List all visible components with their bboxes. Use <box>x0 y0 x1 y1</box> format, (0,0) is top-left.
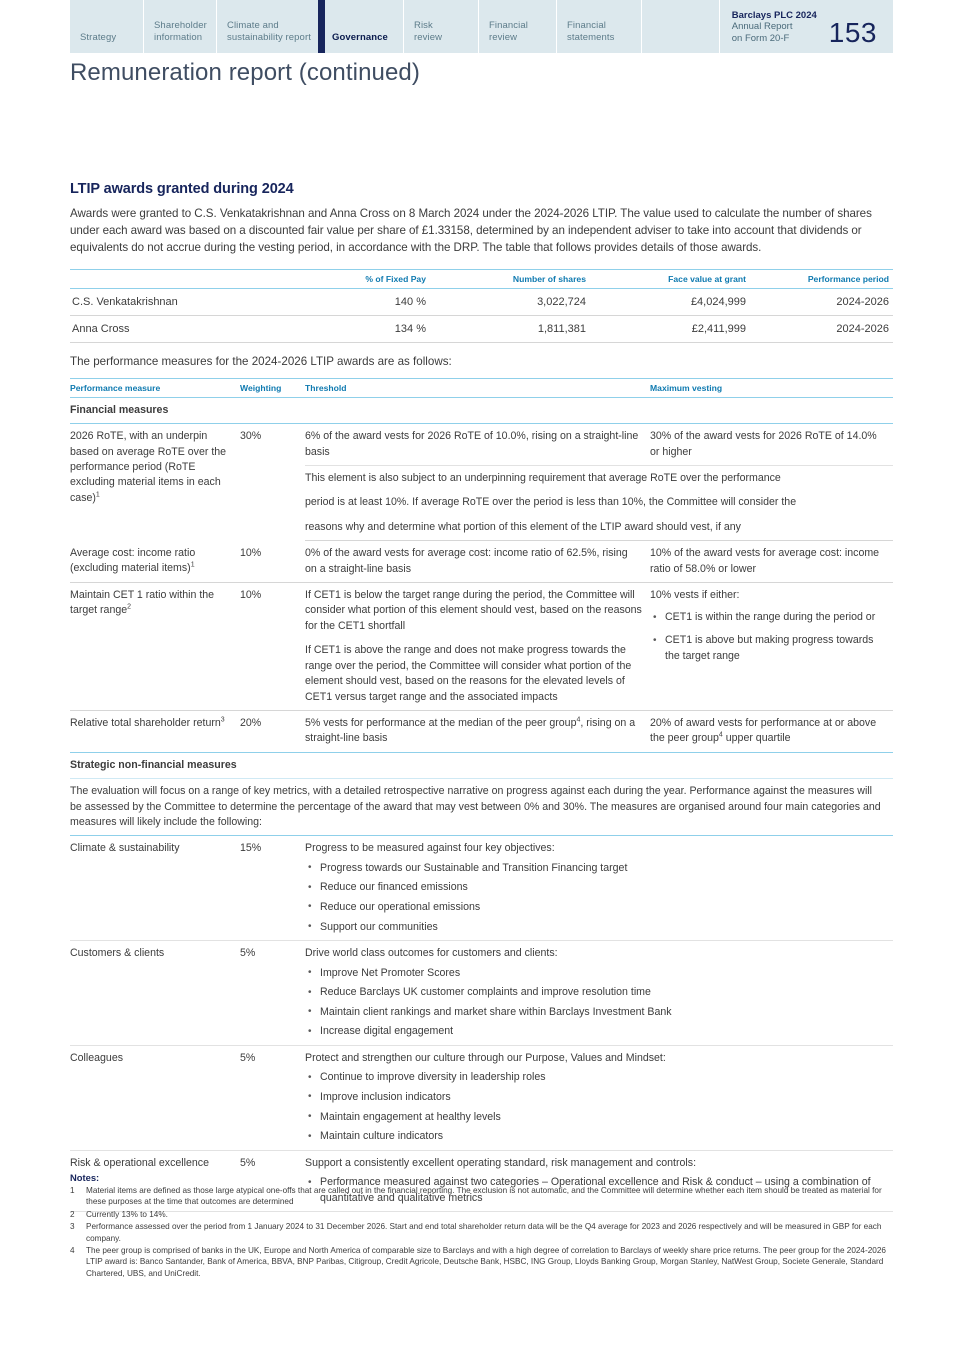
table-row <box>70 836 893 941</box>
group-header-label: Strategic non-financial measures <box>70 752 893 778</box>
section-intro-paragraph: Awards were granted to C.S. Venkatakrishnan and Anna Cross on 8 March 2024 under the 2024-2026 LTIP. The value used to calculate the number of shares under each award was based on a discounted fair value per share of £1.33158, determined by an independent adviser to take into account that dividends or equivalents do not accrue during the vesting period, in accordance with the DRP. The table that follows provides details of those awards. <box>70 207 872 255</box>
measures-table-body <box>70 397 893 1211</box>
cell-objectives <box>305 941 893 1046</box>
note-number: 2 <box>70 1209 75 1219</box>
page-header-nav <box>70 0 893 53</box>
report-identifier <box>719 0 821 53</box>
measure-text: Maintain CET 1 ratio within the target range <box>70 589 215 617</box>
cell-measure <box>70 541 240 583</box>
maximum-lead: 10% vests if either: <box>650 589 740 602</box>
cell-threshold <box>305 583 650 711</box>
awards-table-body <box>70 288 893 342</box>
cell-measure: Risk & operational excellence <box>70 1150 240 1212</box>
page-title: Remuneration report (continued) <box>70 59 420 86</box>
objectives-lead: Drive world class outcomes for customers and clients: <box>305 947 558 960</box>
report-subtitle-2: on Form 20-F <box>731 32 790 44</box>
cell-performance-period: 2024-2026 <box>750 315 893 342</box>
cell-number-of-shares: 3,022,724 <box>430 288 590 315</box>
table-row <box>70 710 893 752</box>
column-header-performance-period: Performance period <box>750 269 893 288</box>
objectives-list <box>305 966 885 1040</box>
report-subtitle-1: Annual Report <box>731 21 793 32</box>
measure-text: 2026 RoTE, with an underpin based on average RoTE over the performance period (RoTE excluding material items in each case) <box>70 430 227 504</box>
table-row <box>70 288 893 315</box>
list-item: • Reduce our financed emissions <box>305 880 885 896</box>
nav-tab-strategy[interactable] <box>70 0 143 53</box>
nav-spacer <box>641 0 719 53</box>
list-item: • Reduce our operational emissions <box>305 900 885 916</box>
cell-threshold-underpin <box>305 466 893 541</box>
column-header-name <box>70 269 270 288</box>
column-header-performance-measure: Performance measure <box>70 378 240 397</box>
cell-measure: Colleagues <box>70 1045 240 1150</box>
list-item: • CET1 is above but making progress towards the target range <box>650 633 885 664</box>
cell-maximum-vesting: 30% of the award vests for 2026 RoTE of 14.0% or higher <box>650 424 893 466</box>
note-item <box>70 1185 893 1208</box>
objectives-lead: Protect and strengthen our culture through our Purpose, Values and Mindset: <box>305 1051 666 1064</box>
cell-weighting: 30% <box>240 430 262 443</box>
cell-measure <box>70 583 240 711</box>
note-number: 1 <box>70 1186 75 1195</box>
note-item <box>70 1209 893 1220</box>
cell-maximum-vesting: 20% of award vests for performance at or above the peer group$^4$ upper quartile <box>650 710 893 752</box>
nav-tab-label: Risk review <box>414 20 443 43</box>
report-title: Barclays PLC 2024 <box>731 9 817 21</box>
performance-measures-table <box>70 378 893 1212</box>
list-item: • Support our communities <box>305 920 885 936</box>
table-row <box>70 424 893 466</box>
underpin-line: This element is also subject to an underpinning requirement that average RoTE over the performance <box>305 472 781 485</box>
nav-tab-label: Financial statements <box>567 20 615 43</box>
group-header-financial-measures <box>70 397 893 423</box>
note-text: Currently 13% to 14%. <box>86 1209 168 1219</box>
table-row <box>70 1045 893 1150</box>
cell-threshold: 6% of the award vests for 2026 RoTE of 10.0%, rising on a straight-line basis <box>305 424 650 466</box>
cell-number-of-shares: 1,811,381 <box>430 315 590 342</box>
objectives-lead: Support a consistently excellent operating standard, risk management and controls: <box>305 1156 697 1169</box>
underpin-line: period is at least 10%. If average RoTE over the period is less than 10%, the Committee will consider the <box>305 496 797 509</box>
notes-heading: Notes: <box>70 1172 100 1183</box>
objectives-list <box>305 861 885 935</box>
list-item: • Continue to improve diversity in leadership roles <box>305 1070 885 1086</box>
list-item: • Reduce Barclays UK customer complaints and improve resolution time <box>305 985 885 1001</box>
group-header-strategic-non-financial-measures <box>70 752 893 778</box>
strategic-intro-text: The evaluation will focus on a range of key metrics, with a detailed retrospective narrative on progress against each during the year. Performance against the measures will be assessed by the Committee to determine the percentage of the award that may vest between 0% and 30%. The measures are organised around four main categories and measures will likely include the following: <box>70 779 893 836</box>
nav-tab-financial-review[interactable] <box>478 0 556 53</box>
nav-tab-risk-review[interactable] <box>403 0 478 53</box>
group-header-label: Financial measures <box>70 397 893 423</box>
cell-pct-fixed-pay: 140 % <box>270 288 430 315</box>
cell-name: Anna Cross <box>70 315 270 342</box>
column-header-threshold: Threshold <box>305 378 650 397</box>
footnote-marker: 3 <box>220 716 225 724</box>
nav-tab-label: Financial review <box>489 20 528 43</box>
column-header-number-of-shares: Number of shares <box>430 269 590 288</box>
list-item: • Increase digital engagement <box>305 1024 885 1040</box>
table-header-row <box>70 269 893 288</box>
strategic-intro-row <box>70 779 893 836</box>
underpin-line: reasons why and determine what portion of this element of the LTIP award should vest, if any <box>305 520 741 533</box>
list-item: • Maintain client rankings and market share within Barclays Investment Bank <box>305 1005 885 1021</box>
measure-text: Average cost: income ratio (excluding material items) <box>70 546 196 575</box>
cell-performance-period: 2024-2026 <box>750 288 893 315</box>
list-item: • CET1 is within the range during the period or <box>650 610 885 626</box>
cell-objectives <box>305 1045 893 1150</box>
notes-section <box>70 1172 893 1280</box>
nav-tab-label: Strategy <box>80 31 117 43</box>
column-header-face-value: Face value at grant <box>590 269 750 288</box>
nav-tab-governance[interactable] <box>318 0 403 53</box>
cell-weighting: 5% <box>240 941 305 1046</box>
note-text: Performance assessed over the period from 1 January 2024 to 31 December 2026. Start and end total shareholder return data will be the Q4 average for 2023 and 2026 respectively and will be measured in GBP for each company. <box>86 1222 882 1243</box>
cell-measure <box>70 424 240 541</box>
table-header-row <box>70 378 893 397</box>
footnote-marker: 1 <box>190 561 195 569</box>
cell-weighting: 5% <box>240 1045 305 1150</box>
note-item <box>70 1221 893 1244</box>
table-row <box>70 541 893 583</box>
nav-tab-label: Governance <box>332 31 388 43</box>
table-row <box>70 583 893 711</box>
note-number: 3 <box>70 1222 75 1232</box>
list-item: • Maintain culture indicators <box>305 1129 885 1145</box>
threshold-paragraph: If CET1 is above the range and does not make progress towards the range over the period, the Committee will consider what portion of the element should vest, based on the reasons for the elevated levels of CET1 versus target range and the associated impacts <box>305 644 632 703</box>
cell-measure: Customers & clients <box>70 941 240 1046</box>
cell-face-value: £4,024,999 <box>590 288 750 315</box>
cell-weighting: 10% <box>240 541 305 583</box>
footnote-marker: 1 <box>95 491 100 499</box>
column-header-maximum-vesting: Maximum vesting <box>650 378 893 397</box>
note-text: The peer group is comprised of banks in the UK, Europe and North America of comparable size to Barclays and with a high degree of correlation to Barclays of weekly share price returns. The peer group for the 2024-2026 LTIP award is: Banco Santander, Bank of America, BBVA, BNP Paribas, Citigroup, Credit Agricole, Deutsche Bank, HSBC, ING Group, Lloyds Banking Group, Morgan Stanley, NatWest Group, Societe Generale, Standard Chartered, UBS, and UniCredit. <box>86 1246 886 1278</box>
list-item: • Improve inclusion indicators <box>305 1090 885 1106</box>
note-number: 4 <box>70 1246 75 1256</box>
footnote-marker: 2 <box>127 603 132 611</box>
table-row <box>70 941 893 1046</box>
column-header-weighting: Weighting <box>240 378 305 397</box>
cell-threshold: 0% of the award vests for average cost: income ratio of 62.5%, rising on a straight-line basis <box>305 541 650 583</box>
list-item: • Improve Net Promoter Scores <box>305 966 885 982</box>
nav-tab-climate-and-sustainability-report[interactable] <box>216 0 318 53</box>
threshold-paragraph: If CET1 is below the target range during the period, the Committee will consider what portion of this element should vest, based on the reasons for the CET1 shortfall <box>305 589 642 632</box>
nav-tab-label: Climate and sustainability report <box>227 20 311 43</box>
cell-pct-fixed-pay: 134 % <box>270 315 430 342</box>
cell-measure: Climate & sustainability <box>70 836 240 941</box>
ltip-awards-table <box>70 269 893 343</box>
cell-face-value: £2,411,999 <box>590 315 750 342</box>
cell-weighting: 15% <box>240 836 305 941</box>
cell-objectives <box>305 836 893 941</box>
cell-threshold: 5% vests for performance at the median of the peer group$^4$, rising on a straight-line basis <box>305 710 650 752</box>
cell-name: C.S. Venkatakrishnan <box>70 288 270 315</box>
page-number: 153 <box>828 17 877 48</box>
column-header-pct-fixed-pay: % of Fixed Pay <box>270 269 430 288</box>
main-content <box>70 180 893 1212</box>
list-item: • Maintain engagement at healthy levels <box>305 1110 885 1126</box>
nav-tab-label: Shareholder information <box>154 20 207 43</box>
note-text: Material items are defined as those large atypical one-offs that are called out in the financial reporting. The exclusion is not automatic, and the Committee will determine whether each item should be treated as material for these purposes at the time that outcomes are determined <box>86 1186 882 1207</box>
measures-lead-paragraph: The performance measures for the 2024-2026 LTIP awards are as follows: <box>70 354 452 368</box>
cell-weighting: 10% <box>240 583 305 711</box>
nav-tab-shareholder-information[interactable] <box>143 0 216 53</box>
cell-maximum-vesting: 10% of the award vests for average cost: income ratio of 58.0% or lower <box>650 541 893 583</box>
cell-weighting: 5% <box>240 1150 305 1212</box>
measure-text: Relative total shareholder return <box>70 716 221 729</box>
objectives-list <box>305 1070 885 1144</box>
cell-maximum-vesting <box>650 583 893 711</box>
note-item <box>70 1245 893 1279</box>
section-heading: LTIP awards granted during 2024 <box>70 181 294 197</box>
table-row <box>70 315 893 342</box>
maximum-bullet-list <box>650 610 885 664</box>
nav-tab-financial-statements[interactable] <box>556 0 641 53</box>
objectives-lead: Progress to be measured against four key objectives: <box>305 842 555 855</box>
cell-measure <box>70 710 240 752</box>
list-item: • Performance measured against two categories – Operational excellence and Risk & conduct – using a combination of quantitative and qualitative metrics <box>305 1175 885 1206</box>
list-item: • Progress towards our Sustainable and Transition Financing target <box>305 861 885 877</box>
cell-weighting: 20% <box>240 710 305 752</box>
